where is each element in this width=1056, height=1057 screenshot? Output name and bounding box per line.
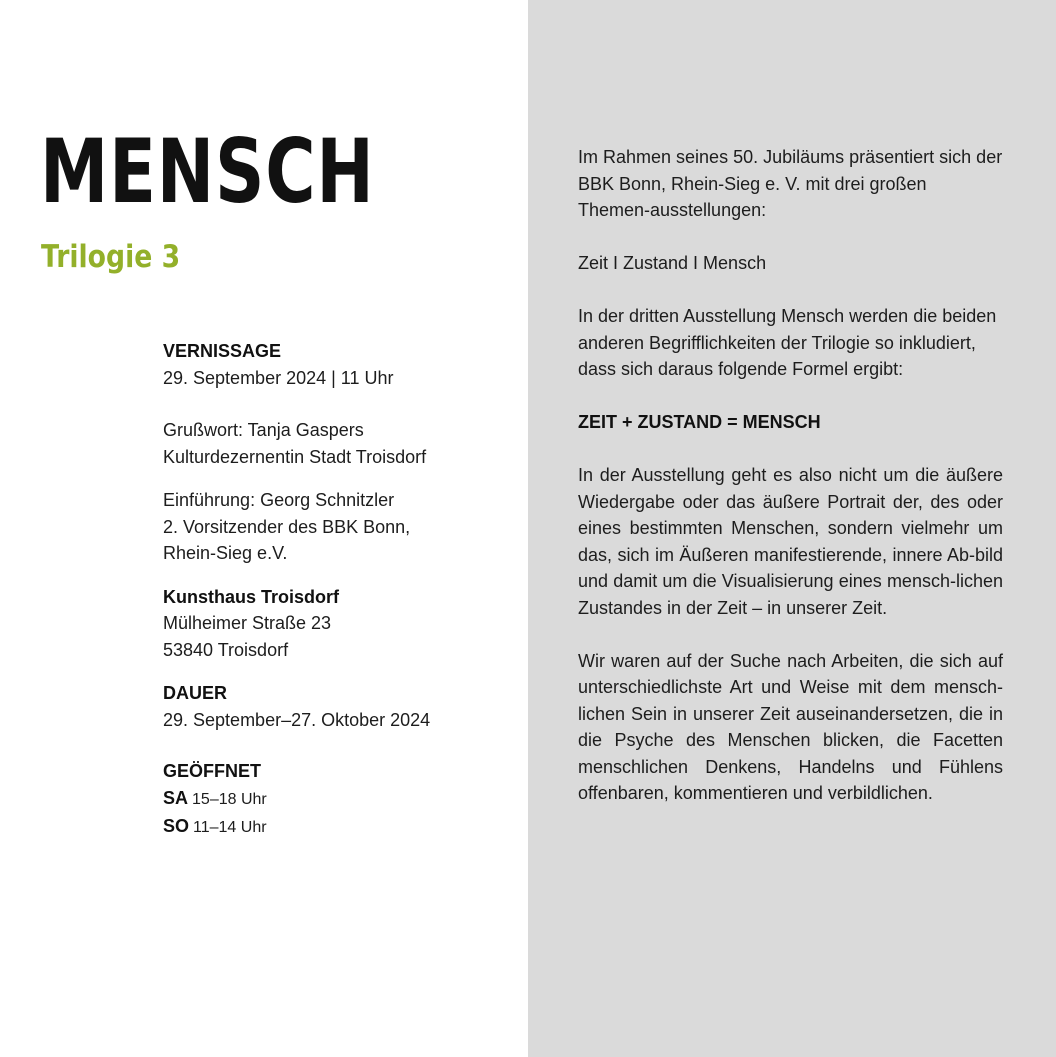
dauer-block	[163, 680, 503, 733]
hours-time: 11–14 Uhr	[193, 819, 267, 836]
intro-paragraph: Im Rahmen seines 50. Jubiläums präsentiert sich der BBK Bonn, Rhein-Sieg e. V. mit drei großen Themen-ausstellungen:	[578, 147, 1003, 220]
formula: ZEIT + ZUSTAND = MENSCH	[578, 412, 821, 432]
description-paragraph-1: In der Ausstellung geht es also nicht um die äußere Wiedergabe oder das äußere Portrait der, des oder eines bestimmten Menschen, sondern vielmehr um das, sich im Äußeren manifestierende, innere Ab-bild und damit um die Visualisierung eines mensch-lichen Zustandes in der Zeit – in unserer Zeit.	[578, 465, 1003, 618]
venue-name: Kunsthaus Troisdorf	[163, 586, 340, 607]
vernissage-label: VERNISSAGE	[163, 341, 282, 361]
hours-time: 15–18 Uhr	[192, 790, 267, 808]
venue-street: Mülheimer Straße 23	[163, 613, 332, 633]
grusswort-role: Kulturdezernentin Stadt Troisdorf	[163, 446, 427, 467]
dauer-value: 29. September–27. Oktober 2024	[163, 709, 431, 730]
venue-city: 53840 Troisdorf	[163, 639, 289, 660]
geoeffnet-block	[163, 758, 503, 842]
einfuehrung-role-2: Rhein-Sieg e.V.	[163, 543, 288, 563]
venue-block	[163, 584, 503, 664]
vernissage-block	[163, 338, 503, 391]
geoeffnet-label: GEÖFFNET	[163, 761, 261, 781]
grusswort-line: Grußwort: Tanja Gaspers	[163, 420, 364, 440]
hours-row-saturday	[163, 785, 503, 814]
event-info	[163, 338, 503, 842]
trilogy-line: Zeit I Zustand I Mensch	[578, 253, 767, 273]
page-title: MENSCH	[40, 120, 375, 223]
description-paragraph-2: Wir waren auf der Suche nach Arbeiten, die sich auf unterschiedlichste Art und Weise mit dem mensch-lichen Sein in unserer Zeit auseinandersetzen, die in die Psyche des Menschen blicken, die Facetten menschlichen Denkens, Handelns und Fühlens offenbaren, kommentieren und verbildlichen.	[578, 650, 1003, 803]
third-exhibition-paragraph: In der dritten Ausstellung Mensch werden die beiden anderen Begrifflichkeiten der Trilogie so inkludiert, dass sich daraus folgende Formel ergibt:	[578, 306, 997, 379]
dauer-label: DAUER	[163, 683, 228, 703]
exhibition-text	[578, 144, 1003, 833]
hours-row-sunday	[163, 813, 503, 842]
grusswort-block	[163, 417, 503, 470]
subtitle: Trilogie 3	[41, 239, 181, 275]
einfuehrung-role-1: 2. Vorsitzender des BBK Bonn,	[163, 516, 411, 537]
hours-day: SA	[163, 787, 189, 808]
vernissage-date: 29. September 2024 | 11 Uhr	[163, 367, 394, 388]
hours-day: SO	[163, 816, 190, 836]
einfuehrung-block	[163, 487, 503, 567]
einfuehrung-line: Einführung: Georg Schnitzler	[163, 490, 395, 510]
